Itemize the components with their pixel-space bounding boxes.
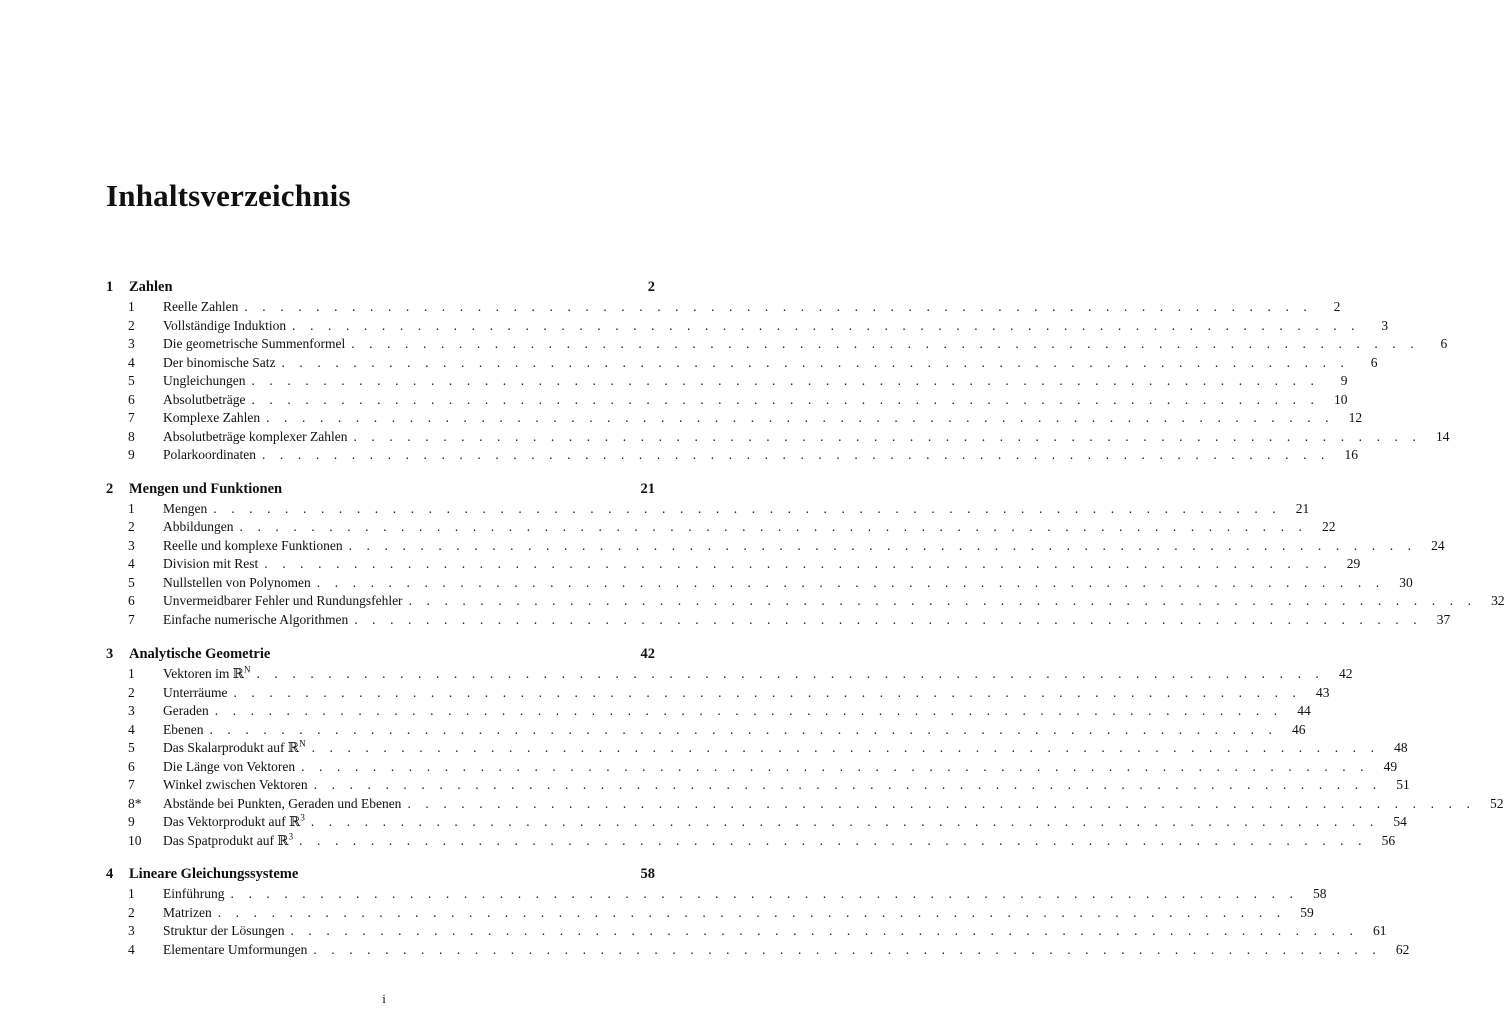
chapter-number: 1 — [106, 279, 114, 295]
section-title-text: Polarkoordinaten — [163, 447, 256, 462]
section-page: 43 — [1316, 684, 1330, 700]
dot-leader: . . . . . . . . . . . . . . . . . . . . . . . . . . . . . . . . . . . . . . . . . . . . . . . . . . . . . . . . . . . . — [313, 941, 1382, 957]
section-title-text: Komplexe Zahlen — [163, 410, 261, 425]
chapter-number: 4 — [106, 866, 114, 882]
section-title-text: Unterräume — [163, 684, 228, 700]
toc-entry[interactable] — [106, 574, 1413, 593]
section-title-text: Einfache numerische Algorithmen — [163, 611, 349, 627]
section-number: 10 — [128, 832, 142, 848]
section-page: 14 — [1435, 428, 1450, 444]
section-page: 56 — [1381, 832, 1396, 848]
section-title-text: Ebenen — [163, 721, 204, 737]
section-title — [163, 776, 308, 795]
section-page: 29 — [1346, 556, 1361, 571]
toc-entry[interactable] — [106, 298, 1341, 317]
section-title-text: Die geometrische Summenformel — [163, 336, 346, 351]
section-page: 3 — [1381, 317, 1389, 333]
chapter-page: 58 — [640, 866, 655, 882]
section-page: 2 — [1333, 299, 1341, 314]
dot-leader: . . . . . . . . . . . . . . . . . . . . . . . . . . . . . . . . . . . . . . . . . . . . . . . . . . . . . . . . . . . . — [311, 740, 1380, 755]
section-page: 62 — [1395, 941, 1410, 957]
section-number: 1 — [128, 500, 135, 516]
dot-leader: . . . . . . . . . . . . . . . . . . . . . . . . . . . . . . . . . . . . . . . . . . . . . . . . . . . . . . . . . . . . — [261, 447, 1331, 462]
section-title — [163, 739, 306, 758]
section-title-text: Absolutbeträge komplexer Zahlen — [163, 428, 348, 444]
dot-leader: . . . . . . . . . . . . . . . . . . . . . . . . . . . . . . . . . . . . . . . . . . . . . . . . . . . . . . . . . . . . — [244, 299, 1313, 314]
section-page: 58 — [1313, 886, 1327, 901]
section-title-text: Vektoren im ℝ — [163, 666, 244, 681]
section-title — [163, 446, 256, 465]
section-title — [163, 885, 225, 904]
section-title-text: Vollständige Induktion — [163, 317, 287, 333]
section-title-text: Das Spatprodukt auf ℝ — [163, 832, 289, 848]
dot-leader: . . . . . . . . . . . . . . . . . . . . . . . . . . . . . . . . . . . . . . . . . . . . . . . . . . . . . . . . . . . . — [251, 391, 1320, 407]
section-title-text: Reelle und komplexe Funktionen — [163, 537, 343, 553]
section-title — [163, 721, 203, 740]
toc-entry[interactable] — [106, 904, 1314, 923]
toc-entry[interactable] — [106, 446, 1359, 465]
section-title — [163, 758, 295, 777]
toc-chapter — [106, 277, 1450, 465]
toc-chapter — [106, 644, 1504, 850]
dot-leader: . . . . . . . . . . . . . . . . . . . . . . . . . . . . . . . . . . . . . . . . . . . . . . . . . . . . . . . . . . . . — [281, 354, 1350, 370]
section-number: 9 — [128, 447, 135, 462]
chapter-title: Zahlen — [129, 279, 173, 295]
section-page: 6 — [1440, 336, 1448, 351]
dot-leader: . . . . . . . . . . . . . . . . . . . . . . . . . . . . . . . . . . . . . . . . . . . . . . . . . . . . . . . . . . . . — [209, 721, 1278, 737]
dot-leader: . . . . . . . . . . . . . . . . . . . . . . . . . . . . . . . . . . . . . . . . . . . . . . . . . . . . . . . . . . . . — [230, 886, 1299, 901]
section-title — [163, 409, 260, 428]
section-title-text: Matrizen — [163, 904, 212, 920]
dot-leader: . . . . . . . . . . . . . . . . . . . . . . . . . . . . . . . . . . . . . . . . . . . . . . . . . . . . . . . . . . . . — [217, 904, 1286, 920]
toc-entry[interactable] — [106, 500, 1310, 519]
section-page: 44 — [1297, 703, 1311, 718]
toc-entry[interactable] — [106, 922, 1387, 941]
section-title — [163, 832, 293, 851]
section-title — [163, 354, 275, 373]
dot-leader: . . . . . . . . . . . . . . . . . . . . . . . . . . . . . . . . . . . . . . . . . . . . . . . . . . . . . . . . . . . . — [310, 814, 1379, 829]
section-title — [163, 592, 403, 611]
section-title-superscript: 3 — [288, 831, 294, 841]
toc-entry[interactable] — [106, 684, 1330, 703]
toc-entry[interactable] — [106, 354, 1378, 373]
section-number: 3 — [128, 923, 135, 938]
section-title-text: Division mit Rest — [163, 556, 259, 571]
chapter-page: 42 — [640, 646, 655, 662]
section-number: 2 — [128, 317, 135, 333]
dot-leader: . . . . . . . . . . . . . . . . . . . . . . . . . . . . . . . . . . . . . . . . . . . . . . . . . . . . . . . . . . . . — [354, 611, 1423, 627]
section-title — [163, 335, 345, 354]
section-page: 12 — [1348, 410, 1363, 425]
toc-entry[interactable] — [106, 335, 1448, 354]
dot-leader: . . . . . . . . . . . . . . . . . . . . . . . . . . . . . . . . . . . . . . . . . . . . . . . . . . . . . . . . . . . . — [290, 923, 1359, 938]
dot-leader: . . . . . . . . . . . . . . . . . . . . . . . . . . . . . . . . . . . . . . . . . . . . . . . . . . . . . . . . . . . . — [301, 758, 1370, 774]
section-page: 42 — [1339, 666, 1353, 681]
toc-entry[interactable] — [106, 831, 1396, 851]
section-title — [163, 611, 348, 630]
dot-leader: . . . . . . . . . . . . . . . . . . . . . . . . . . . . . . . . . . . . . . . . . . . . . . . . . . . . . . . . . . . . — [316, 574, 1385, 590]
toc-entry[interactable] — [106, 611, 1451, 630]
section-number: 9 — [128, 814, 135, 829]
section-title-text: Die Länge von Vektoren — [163, 758, 296, 774]
section-title — [163, 317, 286, 336]
section-number: 6 — [128, 391, 135, 407]
dot-leader: . . . . . . . . . . . . . . . . . . . . . . . . . . . . . . . . . . . . . . . . . . . . . . . . . . . . . . . . . . . . — [351, 336, 1420, 351]
section-page: 52 — [1489, 795, 1504, 811]
section-title — [163, 555, 258, 574]
section-number: 7 — [128, 611, 135, 627]
chapter-number: 2 — [106, 480, 114, 497]
section-page: 46 — [1292, 721, 1306, 737]
section-page: 49 — [1383, 758, 1398, 774]
section-number: 5 — [128, 740, 135, 755]
dot-leader: . . . . . . . . . . . . . . . . . . . . . . . . . . . . . . . . . . . . . . . . . . . . . . . . . . . . . . . . . . . . — [353, 428, 1422, 444]
section-title-text: Geraden — [163, 703, 209, 718]
section-title-text: Der binomische Satz — [163, 354, 276, 370]
section-title — [163, 795, 401, 814]
toc-entry[interactable] — [106, 885, 1327, 904]
section-number: 3 — [128, 537, 135, 553]
section-page: 10 — [1334, 391, 1348, 407]
toc-entry[interactable] — [106, 738, 1408, 758]
dot-leader: . . . . . . . . . . . . . . . . . . . . . . . . . . . . . . . . . . . . . . . . . . . . . . . . . . . . . . . . . . . . — [213, 500, 1282, 516]
toc-entry[interactable] — [106, 537, 1445, 556]
section-page: 48 — [1394, 740, 1408, 755]
chapter-title: Mengen und Funktionen — [129, 480, 283, 497]
dot-leader: . . . . . . . . . . . . . . . . . . . . . . . . . . . . . . . . . . . . . . . . . . . . . . . . . . . . . . . . . . . . — [407, 795, 1476, 811]
section-page: 32 — [1491, 593, 1505, 608]
toc-chapter-heading[interactable] — [106, 479, 655, 500]
chapter-page: 2 — [647, 279, 655, 295]
section-number: 6 — [128, 758, 135, 774]
chapter-title: Analytische Geometrie — [129, 646, 271, 662]
section-title — [163, 941, 307, 960]
toc-entry[interactable] — [106, 555, 1361, 574]
dot-leader: . . . . . . . . . . . . . . . . . . . . . . . . . . . . . . . . . . . . . . . . . . . . . . . . . . . . . . . . . . . . — [214, 703, 1283, 718]
section-title-text: Mengen — [163, 500, 208, 516]
section-title — [163, 537, 343, 556]
section-title — [163, 813, 305, 832]
section-title-text: Nullstellen von Polynomen — [163, 574, 311, 590]
section-title — [163, 702, 209, 721]
page-number: i — [382, 991, 386, 1006]
section-title-text: Ungleichungen — [163, 373, 246, 388]
section-number: 4 — [128, 941, 135, 957]
toc-entry[interactable] — [106, 941, 1410, 960]
dot-leader: . . . . . . . . . . . . . . . . . . . . . . . . . . . . . . . . . . . . . . . . . . . . . . . . . . . . . . . . . . . . — [408, 593, 1477, 608]
toc-entry[interactable] — [106, 592, 1505, 611]
chapter-number: 3 — [106, 646, 114, 662]
section-page: 59 — [1300, 904, 1314, 920]
section-page: 24 — [1431, 537, 1445, 553]
section-title-superscript: 3 — [300, 812, 305, 823]
section-title — [163, 298, 238, 317]
toc-chapter-heading[interactable] — [106, 644, 655, 665]
toc-entry[interactable] — [106, 812, 1407, 832]
section-title — [163, 518, 234, 537]
toc-entry[interactable] — [106, 758, 1398, 777]
section-page: 30 — [1399, 574, 1413, 590]
dot-leader: . . . . . . . . . . . . . . . . . . . . . . . . . . . . . . . . . . . . . . . . . . . . . . . . . . . . . . . . . . . . — [266, 410, 1335, 425]
section-page: 22 — [1322, 519, 1336, 534]
section-number: 2 — [128, 519, 135, 534]
section-number: 3 — [128, 336, 135, 351]
section-title-text: Unvermeidbarer Fehler und Rundungsfehler — [163, 593, 403, 608]
section-title-text: Das Vektorprodukt auf ℝ — [163, 814, 301, 829]
toc-entry[interactable] — [106, 391, 1348, 410]
toc-entry[interactable] — [106, 518, 1336, 537]
section-title — [163, 904, 212, 923]
section-number: 8 — [128, 428, 135, 444]
section-title — [163, 574, 311, 593]
section-title-text: Reelle Zahlen — [163, 299, 239, 314]
dot-leader: . . . . . . . . . . . . . . . . . . . . . . . . . . . . . . . . . . . . . . . . . . . . . . . . . . . . . . . . . . . . — [233, 684, 1302, 700]
chapter-page: 21 — [640, 480, 655, 497]
section-title — [163, 391, 245, 410]
section-number: 4 — [128, 354, 135, 370]
section-page: 21 — [1295, 500, 1310, 516]
section-page: 37 — [1436, 611, 1451, 627]
section-title — [163, 684, 227, 703]
toc-chapter — [106, 479, 1505, 630]
section-page: 51 — [1396, 777, 1410, 792]
section-page: 16 — [1344, 447, 1359, 462]
toc-entry[interactable] — [106, 776, 1410, 795]
section-number: 1 — [128, 886, 135, 901]
toc-entry[interactable] — [106, 721, 1306, 740]
section-number: 7 — [128, 410, 135, 425]
dot-leader: . . . . . . . . . . . . . . . . . . . . . . . . . . . . . . . . . . . . . . . . . . . . . . . . . . . . . . . . . . . . — [299, 832, 1368, 848]
dot-leader: . . . . . . . . . . . . . . . . . . . . . . . . . . . . . . . . . . . . . . . . . . . . . . . . . . . . . . . . . . . . — [264, 556, 1333, 571]
section-number: 1 — [128, 299, 135, 314]
section-title-text: Elementare Umformungen — [163, 941, 308, 957]
section-title-text: Abstände bei Punkten, Geraden und Ebenen — [163, 795, 402, 811]
section-title-text: Struktur der Lösungen — [163, 923, 285, 938]
toc-chapter — [106, 864, 1410, 959]
toc-chapter-heading[interactable] — [106, 277, 655, 298]
section-number: 5 — [128, 574, 135, 590]
toc-entry[interactable] — [106, 702, 1311, 721]
section-title — [163, 665, 250, 684]
dot-leader: . . . . . . . . . . . . . . . . . . . . . . . . . . . . . . . . . . . . . . . . . . . . . . . . . . . . . . . . . . . . — [256, 666, 1325, 681]
table-of-contents — [106, 277, 1505, 973]
section-title — [163, 922, 284, 941]
section-number: 4 — [128, 556, 135, 571]
section-number: 1 — [128, 666, 135, 681]
section-page: 9 — [1340, 373, 1348, 388]
section-title-superscript: N — [299, 738, 306, 749]
section-title-text: Einführung — [163, 886, 225, 901]
section-number: 7 — [128, 777, 135, 792]
section-title-superscript: N — [243, 664, 251, 675]
section-title-text: Winkel zwischen Vektoren — [163, 777, 308, 792]
section-title — [163, 500, 207, 519]
section-title — [163, 428, 347, 447]
section-number: 8* — [128, 795, 142, 811]
dot-leader: . . . . . . . . . . . . . . . . . . . . . . . . . . . . . . . . . . . . . . . . . . . . . . . . . . . . . . . . . . . . — [348, 537, 1417, 553]
chapter-title: Lineare Gleichungssysteme — [129, 866, 299, 882]
toc-entry[interactable] — [106, 317, 1389, 336]
section-number: 6 — [128, 593, 135, 608]
toc-chapter-heading[interactable] — [106, 864, 655, 885]
section-page: 6 — [1370, 354, 1378, 370]
toc-entry[interactable] — [106, 795, 1504, 814]
section-number: 4 — [128, 721, 135, 737]
section-title-text: Absolutbeträge — [163, 391, 246, 407]
section-number: 3 — [128, 703, 135, 718]
toc-entry[interactable] — [106, 409, 1363, 428]
toc-entry[interactable] — [106, 428, 1450, 447]
dot-leader: . . . . . . . . . . . . . . . . . . . . . . . . . . . . . . . . . . . . . . . . . . . . . . . . . . . . . . . . . . . . — [239, 519, 1308, 534]
section-title-text: Abbildungen — [163, 519, 234, 534]
section-title-text: Das Skalarprodukt auf ℝ — [163, 740, 300, 755]
dot-leader: . . . . . . . . . . . . . . . . . . . . . . . . . . . . . . . . . . . . . . . . . . . . . . . . . . . . . . . . . . . . — [251, 373, 1320, 388]
section-title — [163, 372, 245, 391]
section-number: 5 — [128, 373, 135, 388]
toc-entry[interactable] — [106, 372, 1348, 391]
toc-entry[interactable] — [106, 664, 1353, 684]
section-page: 61 — [1373, 923, 1387, 938]
dot-leader: . . . . . . . . . . . . . . . . . . . . . . . . . . . . . . . . . . . . . . . . . . . . . . . . . . . . . . . . . . . . — [313, 777, 1382, 792]
section-page: 54 — [1393, 814, 1407, 829]
dot-leader: . . . . . . . . . . . . . . . . . . . . . . . . . . . . . . . . . . . . . . . . . . . . . . . . . . . . . . . . . . . . — [292, 317, 1361, 333]
page-title: Inhaltsverzeichnis — [106, 178, 351, 213]
section-number: 2 — [128, 684, 135, 700]
section-number: 2 — [128, 904, 135, 920]
